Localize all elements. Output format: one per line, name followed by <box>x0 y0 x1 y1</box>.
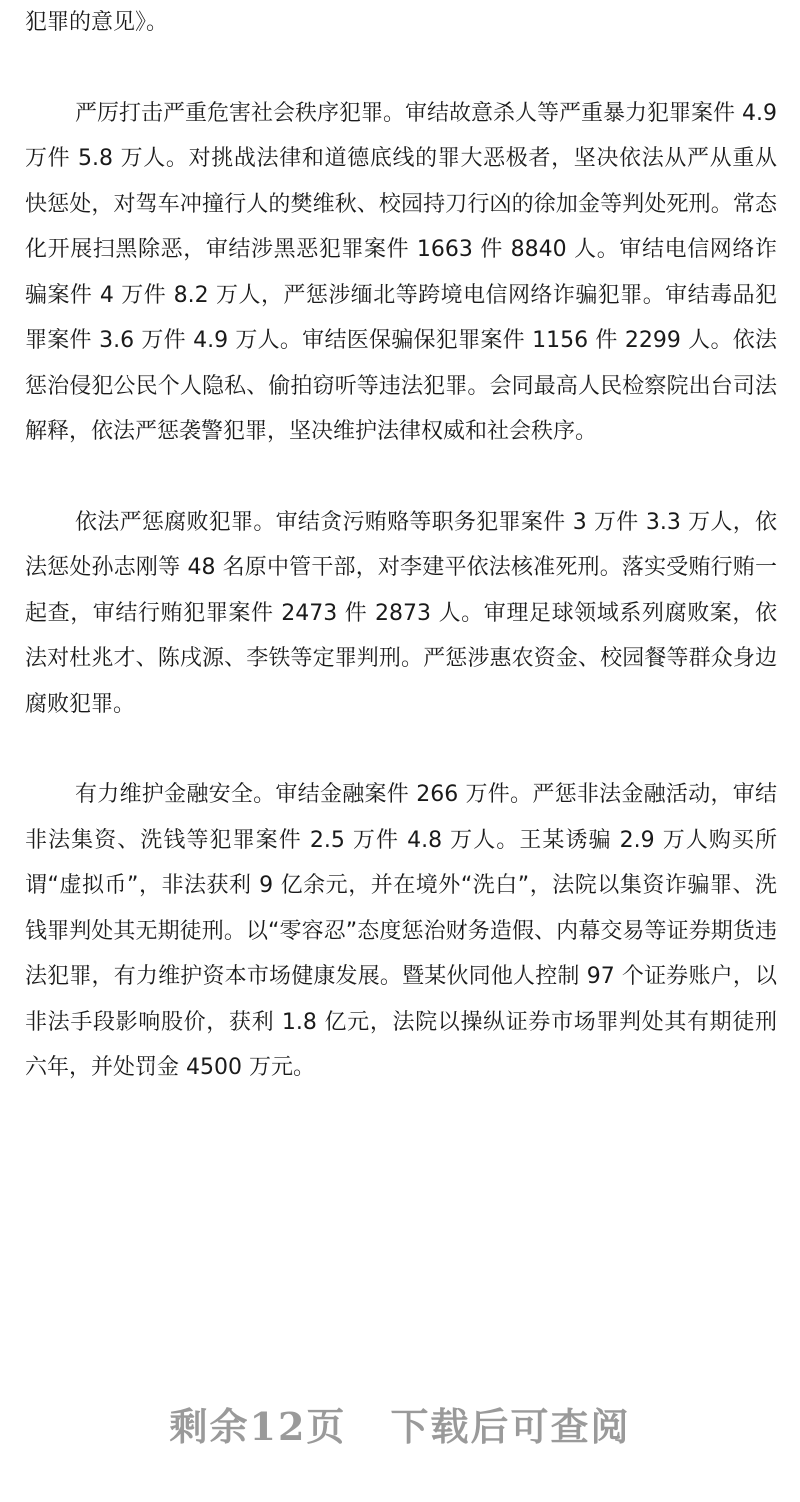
paragraph-fragment: 犯罪的意见》。 <box>25 10 169 35</box>
paragraph-gap <box>25 455 777 500</box>
download-hint-label: 下载后可查阅 <box>390 1404 631 1449</box>
paragraph-gap <box>25 46 777 91</box>
download-banner[interactable] <box>0 1396 800 1451</box>
paragraph-social-order: 严厉打击严重危害社会秩序犯罪。审结故意杀人等严重暴力犯罪案件 4.9 万件 5.8 万人。对挑战法律和道德底线的罪大恶极者，坚决依法从严从重从快惩处，对驾车冲撞行人的樊维秋、校园持刀行凶的徐加金等判处死刑。常态化开展扫黑除恶，审结涉黑恶犯罪案件 1663 件 8840 人。审结电信网络诈骗案件 4 万件 8.2 万人，严惩涉缅北等跨境电信网络诈骗犯罪。审结毒品犯罪案件 3.6 万件 4.9 万人。审结医保骗保犯罪案件 1156 件 2299 人。依法惩治侵犯公民个人隐私、偷拍窃听等违法犯罪。会同最高人民检察院出台司法解释，依法严惩袭警犯罪，坚决维护法律权威和社会秩序。 <box>25 100 777 444</box>
remaining-pages-label: 剩余12页 <box>169 1404 347 1449</box>
paragraph-corruption: 依法严惩腐败犯罪。审结贪污贿赂等职务犯罪案件 3 万件 3.3 万人，依法惩处孙志刚等 48 名原中管干部，对李建平依法核准死刑。落实受贿行贿一起查，审结行贿犯罪案件 2473 件 2873 人。审理足球领域系列腐败案，依法对杜兆才、陈戌源、李铁等定罪判刑。严惩涉惠农资金、校园餐等群众身边腐败犯罪。 <box>25 509 777 717</box>
document-body <box>25 0 777 1091</box>
paragraph-gap <box>25 727 777 772</box>
paragraph-financial-security: 有力维护金融安全。审结金融案件 266 万件。严惩非法金融活动，审结非法集资、洗钱等犯罪案件 2.5 万件 4.8 万人。王某诱骗 2.9 万人购买所谓“虚拟币”，非法获利 9 亿余元，并在境外“洗白”，法院以集资诈骗罪、洗钱罪判处其无期徒刑。以“零容忍”态度惩治财务造假、内幕交易等证券期货违法犯罪，有力维护资本市场健康发展。暨某伙同他人控制 97 个证券账户，以非法手段影响股价，获利 1.8 亿元，法院以操纵证券市场罪判处其有期徒刑六年，并处罚金 4500 万元。 <box>25 782 777 1080</box>
